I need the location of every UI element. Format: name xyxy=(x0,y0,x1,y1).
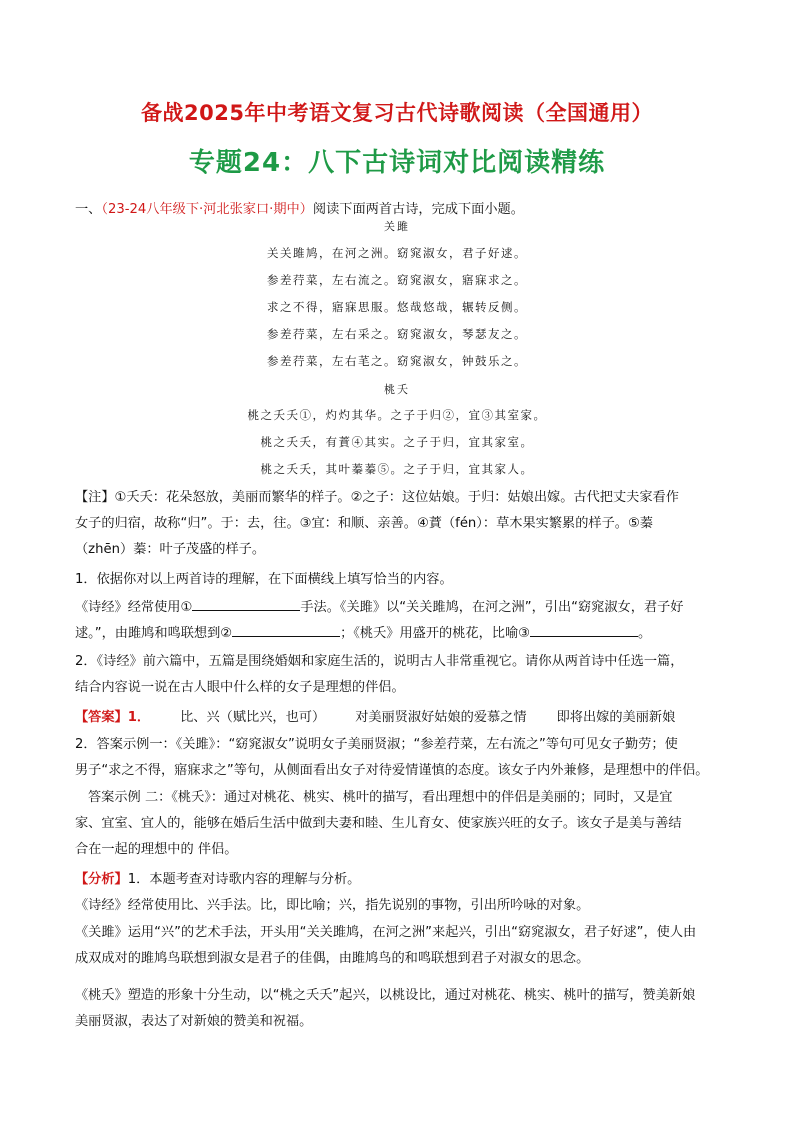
analysis-line: 成双成对的雎鸠鸟联想到淑女是君子的佳偶，由雎鸠鸟的和鸣联想到君子对淑女的思念。 xyxy=(75,951,590,966)
answer-item-3: 即将出嫁的美丽新娘 xyxy=(556,710,676,725)
answer-example1-line: 2．答案示例一：《关雎》：“窈窕淑女”说明女子美丽贤淑；“参差荇菜，左右流之”等句可见女子勤劳；使 xyxy=(75,737,678,752)
answer-blank-1 xyxy=(192,597,300,611)
poem2-line: 桃之夭夭，有蕡④其实。之子于归，宜其家室。 xyxy=(260,435,534,449)
document-title: 备战2025年中考语文复习古代诗歌阅读（全国通用） xyxy=(141,101,653,125)
poem1-line: 参差荇菜，左右芼之。窈窕淑女，钟鼓乐之。 xyxy=(267,354,527,368)
question2-line: 结合内容说一说在古人眼中什么样的女子是理想的伴侣。 xyxy=(75,680,405,695)
analysis-line: 《诗经》经常使用比、兴手法。比，即比喻；兴，指先说别的事物，引出所吟咏的对象。 xyxy=(75,898,590,913)
note-line: 女子的归宿，故称“归”。于：去，往。③宜：和顺、亲善。④蕡（fén）：草木果实繁累的样子。⑤蓁 xyxy=(75,516,653,531)
analysis-line: 《关雎》运用“兴”的艺术手法，开头用“关关雎鸠，在河之洲”来起兴，引出“窈窕淑女，君子好逑”，使人由 xyxy=(75,925,697,940)
note-line: 【注】①夭夭：花朵怒放，美丽而繁华的样子。②之子：这位姑娘。于归：姑娘出嫁。古代把丈夫家看作 xyxy=(75,490,679,505)
answer-example2-line: 合在一起的理想中的 伴侣。 xyxy=(75,842,238,857)
answer-example2-line: 答案示例 二：《桃夭》：通过对桃花、桃实、桃叶的描写，看出理想中的伴侣是美丽的；同时，又是宜 xyxy=(88,790,673,805)
poem1-line: 参差荇菜，左右流之。窈窕淑女，寤寐求之。 xyxy=(267,273,527,287)
note-line: （zhēn）蓁：叶子茂盛的样子。 xyxy=(75,542,266,557)
poem1-line: 求之不得，寤寐思服。悠哉悠哉，辗转反侧。 xyxy=(267,300,527,314)
analysis-line: 美丽贤淑，表达了对新娘的赞美和祝福。 xyxy=(75,1014,313,1029)
question1-line1 xyxy=(75,597,735,618)
poem1-line: 关关雎鸠，在河之洲。窈窕淑女，君子好逑。 xyxy=(267,246,527,260)
answer-number: 1． xyxy=(127,710,151,725)
answer-label: 【答案】 xyxy=(75,710,128,725)
answer-item-1: 比、兴（赋比兴，也可） xyxy=(180,710,326,725)
question1-line2 xyxy=(75,623,735,644)
q1-text: 手法。《关雎》以“关关雎鸠，在河之洲”，引出“窈窕淑女，君子好 xyxy=(300,600,684,615)
q1-text: 《诗经》经常使用① xyxy=(75,600,193,615)
poem1-line: 参差荇菜，左右采之。窈窕淑女，琴瑟友之。 xyxy=(267,327,527,341)
question-header xyxy=(75,200,735,220)
analysis-label: 【分析】 xyxy=(75,872,128,887)
analysis-first: 1．本题考查对诗歌内容的理解与分析。 xyxy=(127,872,361,887)
answer-example1-line: 男子“求之不得，寤寐求之”等句，从侧面看出女子对待爱情谨慎的态度。该女子内外兼修，是理想中的伴侣。 xyxy=(75,763,709,778)
poem2-title: 桃夭 xyxy=(384,383,410,396)
q1-text: 逑。”，由雎鸠和鸣联想到② xyxy=(75,626,233,641)
q1-text: ；《桃夭》用盛开的桃花，比喻③ xyxy=(340,626,530,641)
answer-blank-3 xyxy=(530,623,638,637)
q1-text: 。 xyxy=(637,626,652,641)
analysis-line: 《桃夭》塑造的形象十分生动，以“桃之夭夭”起兴，以桃设比，通过对桃花、桃实、桃叶的描写，赞美新娘 xyxy=(75,988,696,1003)
question1-stem: 1．依据你对以上两首诗的理解，在下面横线上填写恰当的内容。 xyxy=(75,572,453,587)
question-prefix: 一、 xyxy=(75,202,102,217)
poem2-line: 桃之夭夭①，灼灼其华。之子于归②，宜③其室家。 xyxy=(247,408,547,422)
question2-line: 2．《诗经》前六篇中，五篇是围绕婚姻和家庭生活的，说明古人非常重视它。请你从两首诗中任选一篇， xyxy=(75,654,684,669)
poem2-line: 桃之夭夭，其叶蓁蓁⑤。之子于归，宜其家人。 xyxy=(260,462,534,476)
poem1-title: 关雎 xyxy=(384,220,410,233)
answer-line xyxy=(75,708,735,728)
answer-item-2: 对美丽贤淑好姑娘的爱慕之情 xyxy=(355,710,527,725)
analysis-line xyxy=(75,870,735,890)
question-instruction: 阅读下面两首古诗，完成下面小题。 xyxy=(312,202,524,217)
document-subtitle: 专题24：八下古诗词对比阅读精练 xyxy=(188,148,606,178)
question-source: （23-24八年级下·河北张家口·期中） xyxy=(101,202,313,217)
answer-blank-2 xyxy=(232,623,340,637)
answer-example2-line: 家、宜室、宜人的，能够在婚后生活中做到夫妻和睦、生儿育女、使家族兴旺的女子。该女子是美与善结 xyxy=(75,816,682,831)
